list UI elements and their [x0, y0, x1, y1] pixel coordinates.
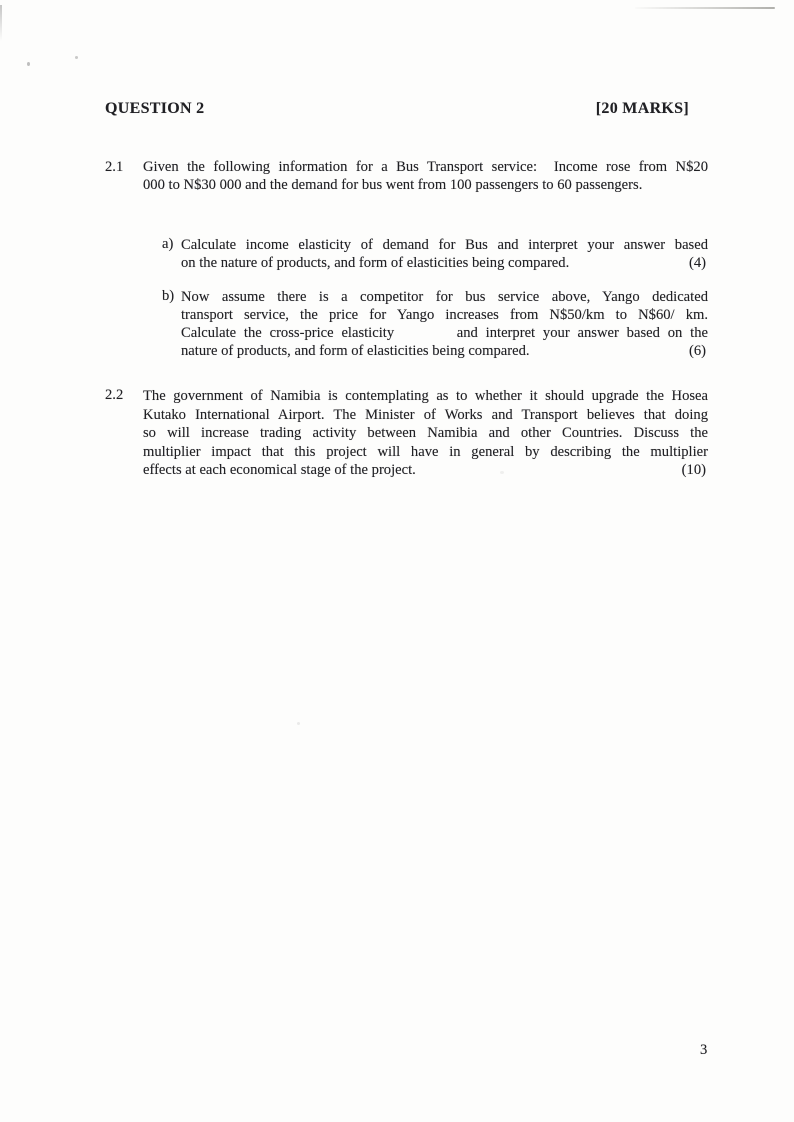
paragraph-text: nature of products, and form of elasticities being compared. [181, 343, 530, 359]
scan-artifact-top-line [635, 7, 775, 9]
page-number: 3 [700, 1042, 708, 1058]
question-text [143, 159, 708, 195]
paragraph-line [181, 254, 708, 272]
sub-item-label: a) [162, 236, 174, 252]
question-text [143, 387, 708, 480]
sub-item-text [181, 288, 708, 360]
paragraph-line [143, 461, 708, 480]
question-2-2 [105, 387, 708, 480]
paragraph-line: Calculate income elasticity of demand for Bus and interpret your answer based [181, 237, 708, 253]
scan-speck [75, 56, 78, 59]
scan-artifact-left-line [0, 5, 2, 41]
paragraph-line [181, 342, 708, 360]
paragraph-text: on the nature of products, and form of elasticities being compared. [181, 255, 570, 272]
total-marks-label: [20 MARKS] [595, 100, 689, 117]
sub-item-label: b) [162, 288, 175, 304]
paragraph-line: The government of Namibia is contemplating as to whether it should upgrade the Hosea [143, 388, 708, 404]
paragraph-line: Given the following information for a Bus Transport service: Income rose from N$20 [143, 159, 708, 175]
scan-speck [297, 722, 300, 725]
sub-item-text [181, 236, 708, 273]
question-number: 2.2 [105, 387, 124, 403]
paragraph-line: multiplier impact that this project will have in general by describing the multiplier [143, 443, 708, 460]
question-header [105, 100, 689, 117]
paragraph-line: Now assume there is a competitor for bus service above, Yango dedicated [181, 289, 708, 305]
question-2-1 [105, 159, 708, 195]
question-number: 2.1 [105, 159, 124, 175]
sub-question-b [162, 288, 708, 360]
sub-question-a [162, 236, 708, 273]
paragraph-line: so will increase trading activity between Namibia and other Countries. Discuss the [143, 425, 708, 441]
marks-allocation: (4) [688, 255, 706, 272]
marks-allocation: (6) [688, 343, 706, 359]
marks-allocation: (10) [681, 462, 706, 478]
paragraph-line: transport service, the price for Yango increases from N$50/km to N$60/ km. [181, 307, 708, 323]
question-title: QUESTION 2 [105, 100, 205, 117]
paragraph-text: effects at each economical stage of the project. [143, 462, 416, 478]
paragraph-line: Calculate the cross-price elasticity and interpret your answer based on the [181, 325, 708, 341]
paragraph-line: 000 to N$30 000 and the demand for bus went from 100 passengers to 60 passengers. [143, 176, 643, 193]
scan-speck [27, 62, 30, 66]
paragraph-line: Kutako International Airport. The Minister of Works and Transport believes that doing [143, 406, 708, 423]
